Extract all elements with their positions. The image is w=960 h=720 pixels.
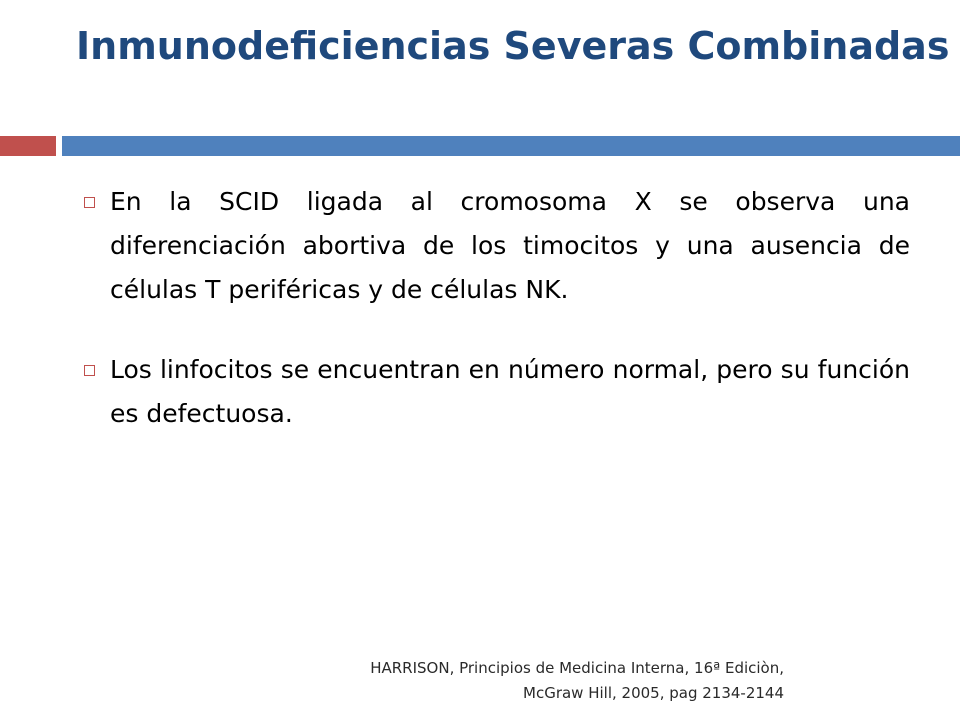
accent-bar-blue [62,136,960,156]
citation [370,656,784,706]
bullet-item [80,180,910,312]
citation-line: HARRISON, Principios de Medicina Interna, 16ª Ediciòn, [370,659,784,677]
slide-title: Inmunodeficiencias Severas Combinadas [76,24,950,68]
bullet-list [80,180,910,472]
bullet-text: Los linfocitos se encuentran en número normal, pero su función es defectuosa. [110,355,910,428]
square-bullet-icon [84,197,95,208]
citation-line: McGraw Hill, 2005, pag 2134-2144 [523,684,784,702]
bullet-item [80,348,910,436]
square-bullet-icon [84,365,95,376]
accent-bar-red [0,136,56,156]
bullet-text: En la SCID ligada al cromosoma X se observa una diferenciación abortiva de los timocitos y una ausencia de células T periféricas y de células NK. [110,187,910,304]
